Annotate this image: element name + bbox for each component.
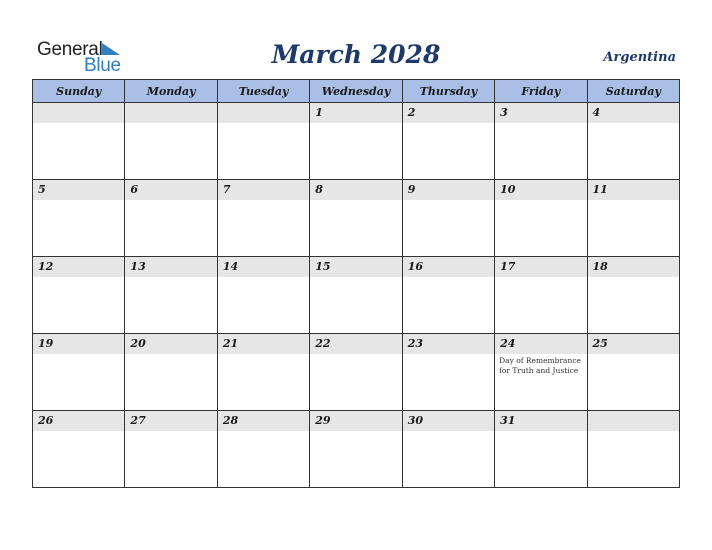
weekday-header: Monday (125, 80, 217, 103)
day-number: 16 (407, 260, 423, 273)
day-cell (125, 411, 217, 488)
day-bar (495, 257, 586, 277)
day-cell (495, 411, 587, 488)
day-number: 10 (500, 183, 516, 196)
day-bar (218, 334, 309, 354)
day-bar (588, 180, 679, 200)
day-number: 26 (38, 414, 54, 427)
day-cell (587, 411, 679, 488)
day-number (33, 103, 124, 106)
day-cell (587, 334, 679, 411)
day-number: 28 (222, 414, 239, 427)
day-bar (403, 334, 494, 354)
day-bar (125, 180, 216, 200)
day-bar (33, 257, 124, 277)
day-bar (403, 411, 494, 431)
day-cell (33, 180, 125, 257)
day-cell (33, 334, 125, 411)
weekday-header: Saturday (587, 80, 679, 103)
day-bar (310, 180, 401, 200)
day-bar (403, 180, 494, 200)
day-number: 17 (500, 260, 516, 273)
day-bar (588, 103, 679, 123)
day-cell (125, 180, 217, 257)
holiday-line: Day of Remembrance (499, 356, 581, 365)
day-number: 27 (130, 414, 146, 427)
weekday-header: Wednesday (310, 80, 402, 103)
day-number: 14 (222, 260, 239, 273)
day-cell (310, 411, 402, 488)
day-cell (310, 334, 402, 411)
day-cell (33, 257, 125, 334)
day-cell (217, 334, 309, 411)
day-bar (495, 334, 586, 354)
holiday-line: for Truth and Justice (499, 366, 579, 375)
logo-word-general: General (37, 39, 103, 60)
day-number: 12 (38, 260, 54, 273)
week-row (33, 411, 680, 488)
day-cell (217, 180, 309, 257)
day-bar (33, 411, 124, 431)
day-number: 8 (315, 183, 323, 196)
day-number: 24 (500, 337, 516, 350)
day-bar (495, 411, 586, 431)
country-label: Argentina (603, 50, 676, 65)
day-number: 2 (407, 106, 416, 119)
day-cell (495, 180, 587, 257)
weekday-header: Thursday (402, 80, 494, 103)
day-bar (33, 334, 124, 354)
day-cell (310, 103, 402, 180)
day-number (218, 103, 309, 106)
day-bar (588, 257, 679, 277)
day-bar (403, 257, 494, 277)
day-number: 31 (500, 414, 516, 427)
day-cell (33, 411, 125, 488)
day-number: 29 (315, 414, 331, 427)
week-row (33, 334, 680, 411)
day-bar (218, 103, 309, 123)
day-number: 21 (222, 337, 239, 350)
day-bar (218, 180, 309, 200)
day-bar (403, 103, 494, 123)
holiday-label (495, 354, 586, 376)
day-number: 6 (130, 183, 139, 196)
day-cell (125, 334, 217, 411)
day-number: 4 (592, 106, 601, 119)
day-bar (495, 180, 586, 200)
day-number: 9 (407, 183, 416, 196)
day-number: 1 (315, 106, 323, 119)
day-number: 18 (592, 260, 608, 273)
day-bar (33, 103, 124, 123)
weekday-header-row (33, 80, 680, 103)
calendar-grid (32, 79, 680, 488)
day-number: 23 (407, 337, 423, 350)
day-number (125, 103, 216, 106)
day-number: 20 (130, 337, 146, 350)
day-cell (587, 103, 679, 180)
day-cell (125, 257, 217, 334)
day-cell (402, 180, 494, 257)
day-cell (587, 180, 679, 257)
day-number (588, 411, 679, 414)
week-row (33, 257, 680, 334)
day-cell (402, 411, 494, 488)
day-bar (125, 257, 216, 277)
day-cell (495, 103, 587, 180)
day-bar (588, 411, 679, 431)
day-number: 19 (38, 337, 54, 350)
day-bar (125, 411, 216, 431)
day-number: 30 (407, 414, 423, 427)
day-bar (125, 103, 216, 123)
day-bar (33, 180, 124, 200)
day-cell (217, 103, 309, 180)
day-bar (218, 411, 309, 431)
day-cell (495, 334, 587, 411)
day-cell (587, 257, 679, 334)
day-cell (217, 257, 309, 334)
day-number: 5 (38, 183, 46, 196)
week-row (33, 103, 680, 180)
day-bar (588, 334, 679, 354)
page-title: March 2028 (271, 40, 441, 69)
day-bar (310, 334, 401, 354)
logo-word-blue: Blue (84, 55, 121, 76)
day-number: 15 (315, 260, 331, 273)
day-cell (125, 103, 217, 180)
weekday-header: Tuesday (217, 80, 309, 103)
day-bar (125, 334, 216, 354)
day-cell (310, 180, 402, 257)
day-bar (218, 257, 309, 277)
day-number: 22 (315, 337, 331, 350)
day-cell (217, 411, 309, 488)
day-cell (310, 257, 402, 334)
day-number: 11 (592, 183, 608, 196)
day-bar (310, 257, 401, 277)
day-cell (402, 257, 494, 334)
weekday-header: Friday (495, 80, 587, 103)
day-bar (310, 411, 401, 431)
week-row (33, 180, 680, 257)
day-cell (495, 257, 587, 334)
day-number: 13 (130, 260, 146, 273)
day-cell (33, 103, 125, 180)
day-number: 7 (222, 183, 231, 196)
day-cell (402, 103, 494, 180)
day-number: 3 (500, 106, 508, 119)
day-bar (495, 103, 586, 123)
day-bar (310, 103, 401, 123)
weekday-header: Sunday (33, 80, 125, 103)
day-cell (402, 334, 494, 411)
day-number: 25 (592, 337, 608, 350)
